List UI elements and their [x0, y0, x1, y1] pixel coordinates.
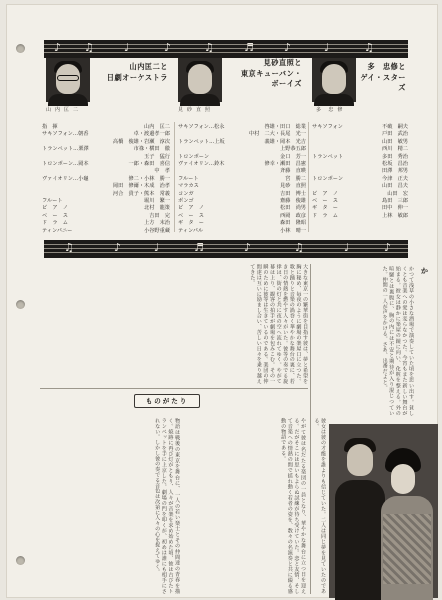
leader-misago: [174, 58, 302, 118]
instrument-label: [42, 191, 100, 198]
member-names: 齋藤 俊雄: [280, 198, 306, 205]
member-names: 上林 敏郎: [382, 212, 408, 219]
instrument-label: ベ ー ス: [42, 212, 68, 219]
instrument-label: ベ ー ス: [312, 198, 338, 205]
instrument-label: [312, 168, 370, 175]
members-list-yamauchi: [42, 124, 170, 235]
binding-hole: [16, 556, 25, 565]
member-row: [42, 220, 170, 227]
instrument-label: [312, 131, 370, 138]
instrument-label: コンガ: [178, 190, 194, 197]
instrument-label: トランペット: [312, 153, 344, 160]
instrument-label: トランペット…上坂: [178, 138, 225, 145]
member-names: 山田 敏男: [382, 138, 408, 145]
instrument-label: [42, 183, 100, 190]
member-row: [178, 191, 306, 198]
instrument-label: ド ラ ム: [42, 220, 68, 227]
member-names: 上方 末治: [144, 220, 170, 227]
member-row: [312, 213, 408, 220]
band-name: 多 忠修と ゲイ・スターズ: [360, 62, 406, 92]
instrument-label: [312, 139, 370, 146]
instrument-label: ド ラ ム: [312, 212, 338, 219]
member-row: [178, 205, 306, 212]
member-row: [312, 205, 408, 212]
member-row: [178, 154, 306, 161]
instrument-label: トロンボーン…岡本: [42, 161, 89, 168]
member-names: 山田 宏: [387, 190, 408, 197]
member-names: 北村 龍策: [144, 205, 170, 212]
member-names: 田中 伸一: [382, 205, 408, 212]
leader-yamauchi: [42, 58, 170, 118]
column-divider: [310, 264, 311, 594]
member-names: 斉藤 直暎: [280, 168, 306, 175]
member-row: [42, 183, 170, 190]
instrument-label: 指 揮: [42, 124, 58, 130]
member-names: 市祿・横田 徹: [133, 146, 170, 153]
member-names: 宮 勝二: [285, 175, 306, 182]
article-text-lower-mid: やがて彼は名だたる楽団の一員となり、華やかな舞台に立つ日を迎える。だがそこには思いもよらぬ試練が待ち受けていた。恋と友情、そして音楽への情熱の間で揺れ動く若者の姿を、数々の名演奏と共に綴る感動の物語である。: [280, 418, 306, 594]
section-rule: [40, 388, 308, 389]
instrument-label: ピ ア ノ: [312, 190, 338, 197]
band-name: 見砂直照と 東京キューバン・ ボーイズ: [240, 58, 302, 88]
member-names: 啓雄・田口 総業: [264, 124, 306, 130]
music-staff-mid: ♫ ♪ ♩ ♬ ♪ ♫ ♩ ♪: [44, 240, 408, 258]
instrument-label: [178, 168, 236, 175]
portrait-yamauchi: [46, 58, 90, 102]
instrument-label: [42, 154, 100, 161]
member-row: [178, 220, 306, 227]
member-row: [42, 228, 170, 235]
portrait-caption: 見 砂 直 照: [178, 107, 212, 113]
member-names: 卓・渡邊孝一郎: [133, 131, 170, 138]
member-names: 松田 尚男: [280, 205, 306, 212]
heading-fragment: か: [421, 267, 428, 275]
instrument-label: フルート: [178, 175, 199, 182]
member-row: [312, 168, 408, 175]
binding-hole: [16, 300, 25, 309]
member-names: 不破 嗣夫: [382, 124, 408, 130]
member-names: 中村 二大・長尾 光一: [248, 131, 306, 138]
portrait-caption: 多 忠 修: [316, 107, 344, 113]
instrument-label: トランペット…栗澤: [42, 146, 89, 153]
member-row: [42, 154, 170, 161]
column-divider: [174, 122, 175, 232]
portrait-misago: [178, 58, 222, 102]
member-row: [312, 191, 408, 198]
member-names: 岡田 修爾・木成 治孝: [112, 183, 170, 190]
member-names: 上野恭五郎: [280, 146, 306, 153]
member-names: 山田 昌夫: [382, 183, 408, 190]
instrument-label: ギ タ ー: [178, 220, 204, 227]
member-names: 島田 三郎: [382, 198, 408, 205]
member-names: 吉田 博士: [280, 190, 306, 197]
instrument-label: [312, 183, 370, 190]
member-names: 高橋 俊雄・岩瀬 淳次: [112, 138, 170, 145]
member-names: 山内 匡二: [144, 124, 170, 130]
member-names: 河合 貴子・熊本 常義: [112, 190, 170, 197]
member-names: 小谷野重蔵: [144, 227, 170, 234]
member-names: 西川 精二: [382, 146, 408, 153]
instrument-label: [312, 161, 370, 168]
members-list-oono: [312, 124, 408, 220]
article-text-lower-left: 物語は戦後の東京を舞台に、一人の若い楽士とその仲間達の青春を描く。焼跡に再び灯がともり、人々が音楽を求め始めた頃、彼は古びたトランペットを手に上京した。劇場の門を叩くが、初めは誰にも相手にされない。しかし彼の奏でる音色は次第に人々の心を捉えてゆく。: [154, 418, 180, 594]
member-names: 今津 正夫: [382, 175, 408, 182]
member-row: [42, 168, 170, 175]
instrument-label: サキソフォン: [312, 124, 343, 130]
column-divider: [308, 122, 309, 232]
right-page-edge: [410, 44, 438, 244]
member-row: [42, 146, 170, 153]
member-names: 堀川 繁一: [144, 198, 170, 205]
member-row: [42, 161, 170, 168]
member-row: [178, 131, 306, 138]
instrument-label: ボンゴ: [178, 198, 194, 205]
instrument-label: ギ タ ー: [312, 205, 338, 212]
instrument-label: トロンボーン: [312, 175, 344, 182]
member-names: 修二・小林 勝一: [128, 175, 170, 182]
story-heading: ものがたり: [134, 394, 200, 408]
member-names: 多田 秀治: [382, 153, 408, 160]
member-row: [178, 183, 306, 190]
instrument-label: ティンパル: [178, 227, 204, 234]
film-still-photo: [329, 424, 438, 598]
member-names: 戸田 武治: [382, 131, 408, 138]
music-staff-top: ♪ ♫ ♩ ♪ ♫ ♬ ♪ ♩ ♫: [44, 40, 408, 58]
binding-hole: [16, 44, 25, 53]
member-row: [42, 205, 170, 212]
instrument-label: サキソフォン…朝香: [42, 131, 89, 138]
member-names: 玉子 猛行: [144, 153, 170, 160]
member-names: 田澤 邦男: [382, 168, 408, 175]
member-row: [312, 146, 408, 153]
program-page: [6, 4, 438, 598]
instrument-label: [42, 168, 100, 175]
band-name: 山内匡二と 日劇オーケストラ: [106, 62, 168, 82]
member-row: [42, 191, 170, 198]
member-names: 小林 晴一: [280, 227, 306, 234]
instrument-label: ベ ー ス: [178, 212, 204, 219]
member-names: 義雄・岡本 光吉: [264, 138, 306, 145]
member-names: 吉田 完: [149, 212, 170, 219]
article-text-upper-right: かつて浅草の小さな酒場で演奏していた頃を思い出す。貧しくとも音楽への愛は変らなかつた。今宵もまた新しい舞台が始まる。彼女は静かに楽屋の鏡に向い、化粧を整える。外の喧騒とは裏腹に、胸の内には不安と期待が入り混じつていた。仲間の一人が声をかける。さあ、出番だよと。: [381, 266, 414, 416]
member-names: 金口 芳一: [280, 153, 306, 160]
member-row: [312, 154, 408, 161]
member-names: 西岡 政彦: [280, 212, 306, 219]
member-row: [42, 131, 170, 138]
instrument-label: [312, 146, 370, 153]
member-names: 一郎・森田 喜信: [128, 161, 170, 168]
member-names: 森田 隆昭: [280, 220, 306, 227]
member-row: [312, 183, 408, 190]
instrument-label: ティンパニー: [42, 227, 73, 234]
instrument-label: マラカス: [178, 183, 199, 190]
instrument-label: フルート: [42, 198, 63, 205]
instrument-label: ピ ア ノ: [178, 205, 204, 212]
instrument-label: サキソフォン…松永: [178, 124, 225, 130]
member-names: 修幸・瀬田 昌憲: [264, 161, 306, 168]
member-names: 見砂 直照: [280, 183, 306, 190]
article-text-upper-left: 大きな東京一の繁華街を目指す彼は、夢と希望を胸に秘め、毎夜のように劇場の楽屋口に立つた。歌と踊りと音楽の渦巻く華やかな舞台の裏に、若き日の情熱を燃やす人々がいた。彼等の奏でる旋律は、街の灯と共に夜の空へ流れてゆく。やがて幕は上り、観客の拍手が劇場を包みこむ。その一瞬のために彼等は生きているのである。楽団の仲間達は互いに励まし合い、苦しい日々を乗り越えてきた。: [249, 264, 308, 384]
instrument-label: [178, 146, 236, 153]
instrument-label: ピ ア ノ: [42, 205, 68, 212]
instrument-label: ヴァイオリン…小龜: [42, 175, 89, 182]
member-row: [312, 131, 408, 138]
instrument-label: ヴァイオリン…鈴木: [178, 161, 225, 168]
portrait-oono: [312, 58, 356, 102]
instrument-label: [178, 131, 236, 138]
member-names: 松坂 昌治: [382, 161, 408, 168]
member-names: 中 孝: [154, 168, 170, 175]
article-text-lower-right: 彼女は彼の才能を誰よりも信じていた。二人は同じ夢を見ていたのである。: [313, 418, 326, 594]
portrait-caption: 山 内 匡 二: [46, 107, 80, 113]
member-row: [178, 168, 306, 175]
instrument-label: トロンボーン: [178, 153, 210, 160]
member-row: [178, 146, 306, 153]
member-row: [178, 228, 306, 235]
members-list-misago: [178, 124, 306, 235]
